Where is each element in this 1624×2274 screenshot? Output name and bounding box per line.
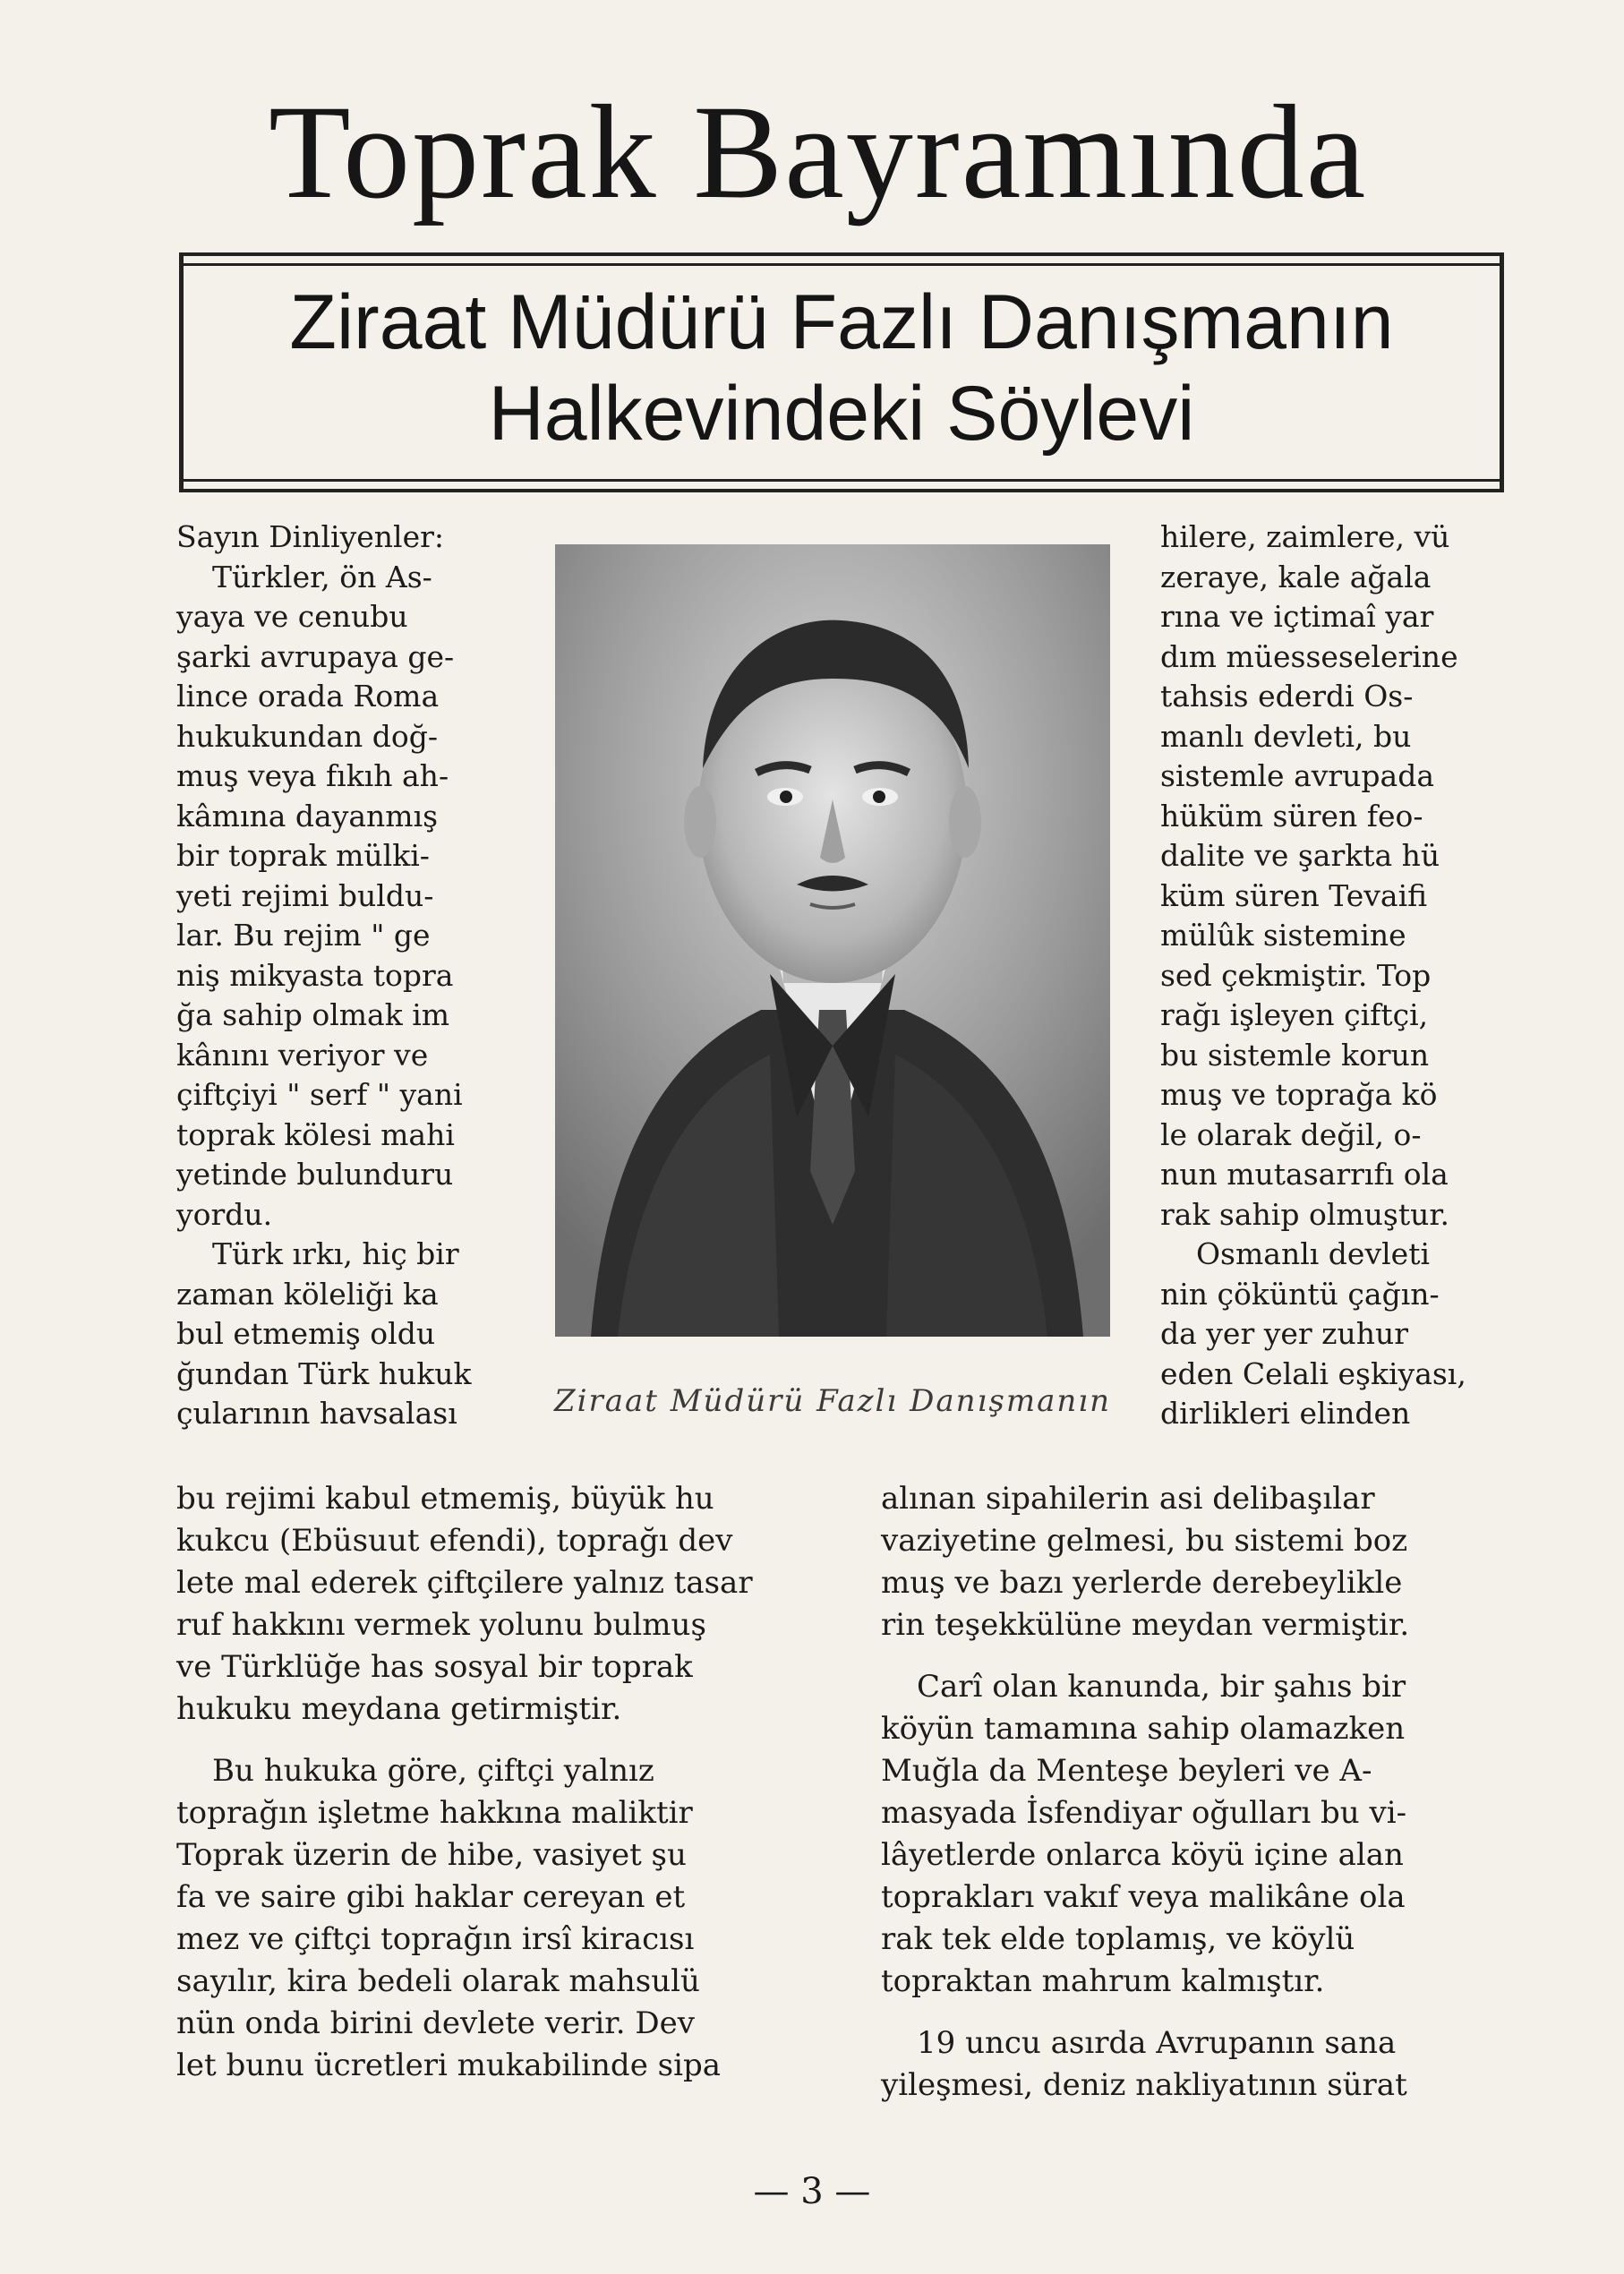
text-line: nun mutasarrıfı ola bbox=[1160, 1157, 1449, 1192]
text-line: küm süren Tevaifi bbox=[1160, 877, 1428, 913]
rule-bottom bbox=[184, 489, 1500, 492]
text-line: nin çöküntü çağın- bbox=[1160, 1276, 1440, 1312]
text-line: yileşmesi, deniz nakliyatının sürat bbox=[881, 2067, 1407, 2103]
bottom-left-column bbox=[176, 1478, 753, 2087]
portrait-photo bbox=[555, 544, 1110, 1337]
text-line: lince orada Roma bbox=[176, 679, 440, 714]
text-line: masyada İsfendiyar oğulları bu vi- bbox=[881, 1795, 1407, 1831]
text-line: da yer yer zuhur bbox=[1160, 1316, 1409, 1351]
rule-top bbox=[184, 252, 1500, 256]
text-line: kâmına dayanmış bbox=[176, 798, 439, 834]
text-line: çiftçiyi " serf " yani bbox=[176, 1077, 463, 1112]
text-line: dalite ve şarkta hü bbox=[1160, 838, 1440, 873]
left-column bbox=[176, 517, 471, 1434]
text-line: Carî olan kanunda, bir şahıs bir bbox=[917, 1669, 1406, 1705]
text-line: Bu hukuka göre, çiftçi yalnız bbox=[212, 1753, 654, 1789]
text-line: let bunu ücretleri mukabilinde sipa bbox=[176, 2047, 721, 2083]
text-line: toprak kölesi mahi bbox=[176, 1116, 455, 1152]
text-line: Muğla da Menteşe beyleri ve A- bbox=[881, 1753, 1372, 1789]
text-line: eden Celali eşkiyası, bbox=[1160, 1355, 1466, 1391]
text-line: toprakları vakıf veya malikâne ola bbox=[881, 1879, 1406, 1915]
text-line: yeti rejimi buldu- bbox=[176, 877, 434, 913]
text-line: Toprak üzerin de hibe, vasiyet şu bbox=[176, 1837, 687, 1873]
text-line: köyün tamamına sahip olamazken bbox=[881, 1711, 1406, 1747]
subtitle-line-2: Halkevindeki Söylevi bbox=[488, 371, 1195, 457]
headline: Toprak Bayramında bbox=[269, 78, 1368, 227]
text-line: kânını veriyor ve bbox=[176, 1037, 429, 1073]
text-line: 19 uncu asırda Avrupanın sana bbox=[917, 2025, 1397, 2061]
text-line: vaziyetine gelmesi, bu sistemi boz bbox=[881, 1523, 1408, 1559]
text-line: sistemle avrupada bbox=[1160, 758, 1435, 793]
text-line: tahsis ederdi Os- bbox=[1160, 679, 1414, 714]
text-line: Sayın Dinliyenler: bbox=[176, 519, 444, 554]
rule-bottom-inner bbox=[184, 479, 1500, 482]
text-line: yordu. bbox=[176, 1196, 273, 1232]
text-line: toprağın işletme hakkına maliktir bbox=[176, 1795, 693, 1831]
text-line: Osmanlı devleti bbox=[1196, 1236, 1431, 1271]
text-line: rin teşekkülüne meydan vermiştir. bbox=[881, 1607, 1410, 1643]
photo-caption: Ziraat Müdürü Fazlı Danışmanın bbox=[553, 1383, 1112, 1419]
subtitle-box bbox=[179, 252, 1504, 492]
text-line: niş mikyasta topra bbox=[176, 957, 454, 993]
right-column bbox=[1160, 517, 1466, 1434]
text-line: dım müesseselerine bbox=[1160, 638, 1458, 674]
text-line: zeraye, kale ağala bbox=[1160, 559, 1432, 594]
text-line: muş ve toprağa kö bbox=[1160, 1077, 1438, 1112]
text-line: muş ve bazı yerlerde derebeylikle bbox=[881, 1565, 1403, 1601]
text-line: rağı işleyen çiftçi, bbox=[1160, 997, 1429, 1032]
text-line: ğundan Türk hukuk bbox=[176, 1355, 472, 1391]
text-line: muş veya fıkıh ah- bbox=[176, 758, 449, 793]
text-line: yetinde bulunduru bbox=[176, 1157, 454, 1192]
text-line: kukcu (Ebüsuut efendi), toprağı dev bbox=[176, 1523, 733, 1559]
text-line: Türkler, ön As- bbox=[212, 559, 432, 594]
text-line: ve Türklüğe has sosyal bir toprak bbox=[176, 1649, 693, 1685]
text-line: ğa sahip olmak im bbox=[176, 997, 450, 1032]
subtitle-line-1: Ziraat Müdürü Fazlı Danışmanın bbox=[289, 279, 1394, 365]
page-number: — 3 — bbox=[753, 2171, 871, 2212]
portrait-illustration bbox=[555, 544, 1110, 1337]
text-line: rak sahip olmuştur. bbox=[1160, 1196, 1450, 1232]
text-line: zaman köleliği ka bbox=[176, 1276, 439, 1312]
text-line: bu rejimi kabul etmemiş, büyük hu bbox=[176, 1481, 714, 1517]
bottom-right-column bbox=[881, 1478, 1409, 2107]
text-line: lâyetlerde onlarca köyü içine alan bbox=[881, 1837, 1404, 1873]
text-line: şarki avrupaya ge- bbox=[176, 638, 455, 674]
text-line: bul etmemiş oldu bbox=[176, 1316, 436, 1351]
text-line: alınan sipahilerin asi delibaşılar bbox=[881, 1481, 1375, 1517]
text-line: sayılır, kira bedeli olarak mahsulü bbox=[176, 1963, 700, 1999]
text-line: Türk ırkı, hiç bir bbox=[212, 1236, 459, 1271]
text-line: çularının havsalası bbox=[176, 1396, 457, 1431]
text-line: bir toprak mülki- bbox=[176, 838, 430, 873]
text-line: sed çekmiştir. Top bbox=[1160, 957, 1432, 993]
text-line: hukuku meydana getirmiştir. bbox=[176, 1691, 622, 1727]
text-line: yaya ve cenubu bbox=[176, 599, 408, 634]
text-line: hukukundan doğ- bbox=[176, 718, 439, 754]
text-line: rak tek elde toplamış, ve köylü bbox=[881, 1921, 1355, 1957]
text-line: lar. Bu rejim " ge bbox=[176, 918, 431, 953]
text-line: lete mal ederek çiftçilere yalnız tasar bbox=[176, 1565, 753, 1601]
text-line: le olarak değil, o- bbox=[1160, 1116, 1422, 1152]
text-line: nün onda birini devlete verir. Dev bbox=[176, 2005, 695, 2041]
text-line: topraktan mahrum kalmıştır. bbox=[881, 1963, 1325, 1999]
text-line: fa ve saire gibi haklar cereyan et bbox=[176, 1879, 686, 1915]
text-line: bu sistemle korun bbox=[1160, 1037, 1430, 1073]
text-line: dirlikleri elinden bbox=[1160, 1396, 1411, 1431]
text-line: mülûk sistemine bbox=[1160, 918, 1406, 953]
text-line: hüküm süren feo- bbox=[1160, 798, 1423, 834]
text-line: mez ve çiftçi toprağın irsî kiracısı bbox=[176, 1921, 695, 1957]
text-line: hilere, zaimlere, vü bbox=[1160, 519, 1450, 554]
text-line: rına ve içtimaî yar bbox=[1160, 599, 1434, 634]
text-line: manlı devleti, bu bbox=[1160, 718, 1412, 754]
rule-top-inner bbox=[184, 263, 1500, 266]
text-line: ruf hakkını vermek yolunu bulmuş bbox=[176, 1607, 706, 1643]
